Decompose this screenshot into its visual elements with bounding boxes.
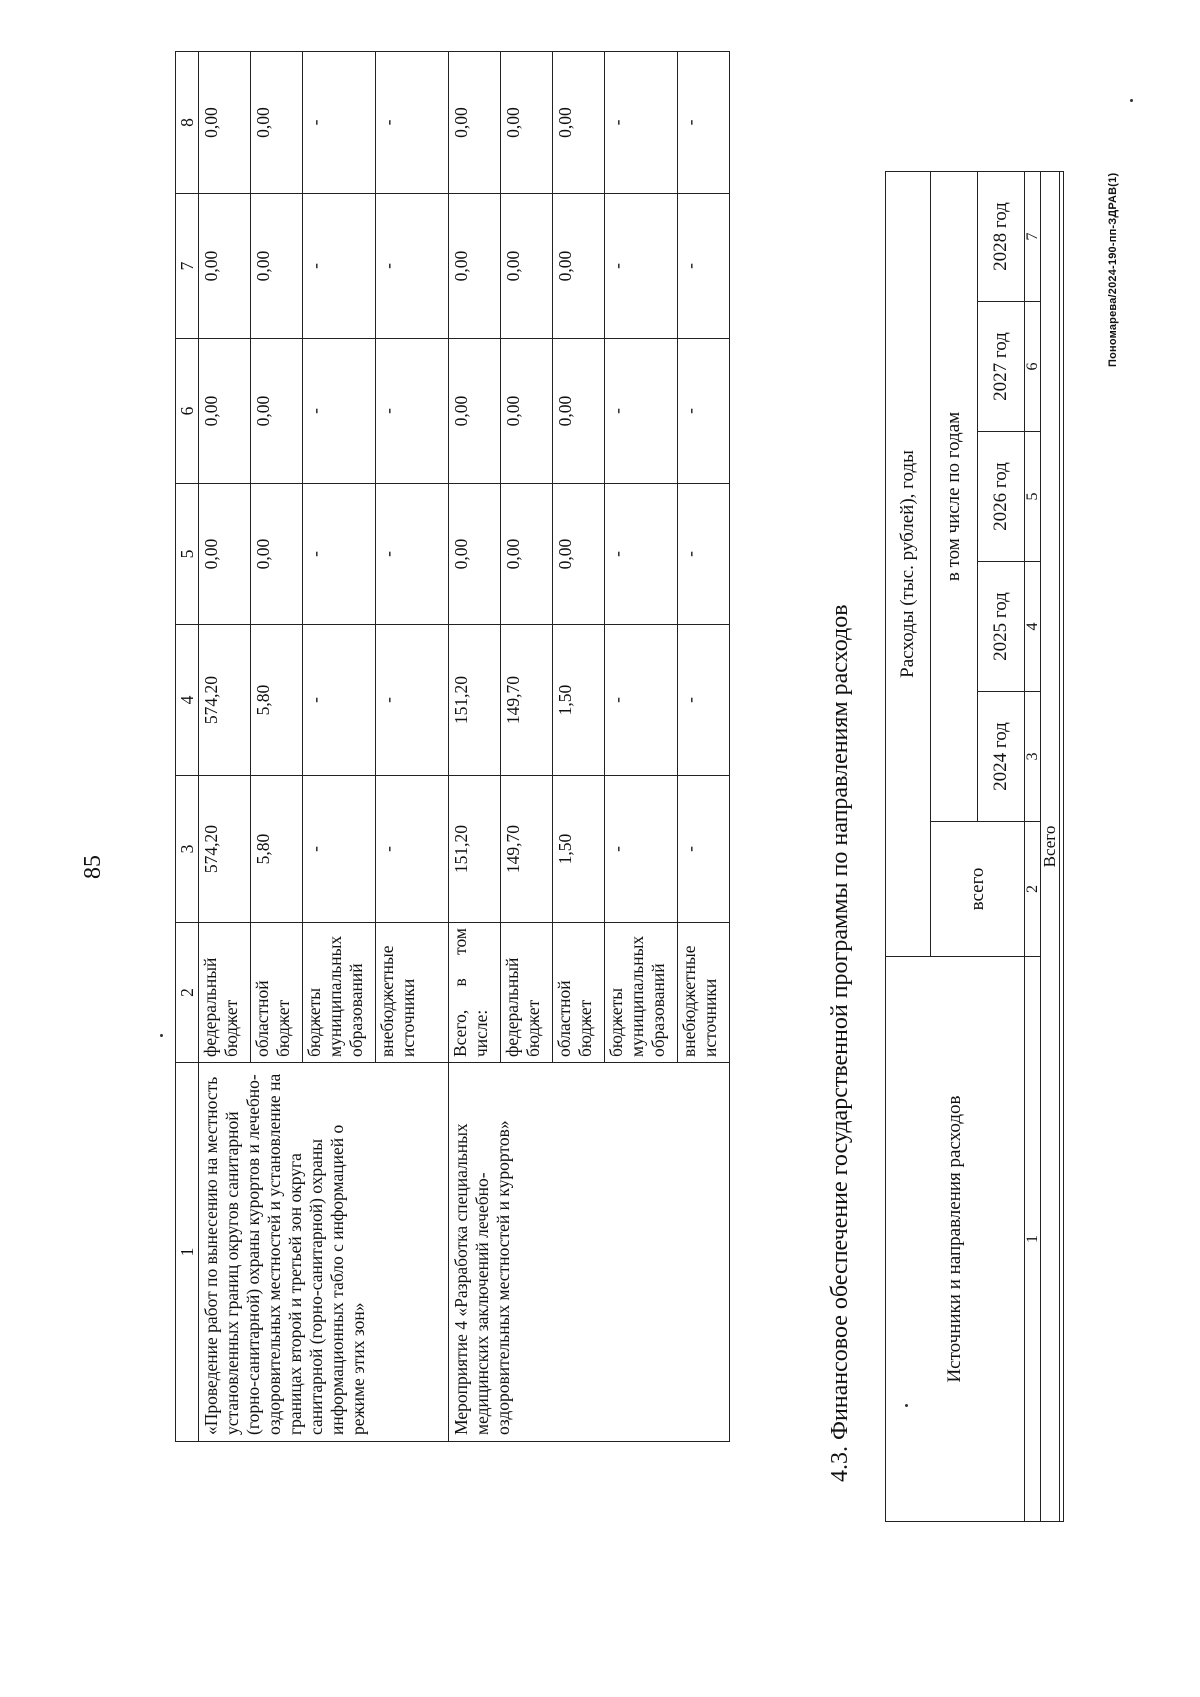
table-header-row [886, 171, 931, 1521]
value-cell: 5,80 [251, 776, 303, 923]
value-cell: - [678, 484, 730, 625]
expenses-header: Расходы (тыс. рублей), годы [886, 171, 931, 956]
value-cell: 0,00 [199, 484, 251, 625]
measure-title: «Проведение работ по вынесению на местность установленных границ округов санитарной (горно-санитарной) охраны курортов и лечебно-оздоровительных местностей и установление на границах второй и третьей зон округа санитарной (горно-санитарной) охраны информационных табло с информацией о режиме этих зон» [199, 1063, 449, 1442]
year-header: 2025 год [978, 562, 1025, 692]
table-row [199, 52, 251, 1442]
column-number: 5 [176, 484, 199, 625]
value-cell: - [303, 52, 376, 194]
value-cell: 5,80 [251, 625, 303, 776]
value-cell: - [376, 339, 449, 484]
year-header: 2027 год [978, 302, 1025, 432]
program-measures-table [175, 51, 730, 1442]
column-number: 6 [176, 339, 199, 484]
value-cell: 0,00 [251, 52, 303, 194]
table-header-row [176, 52, 199, 1442]
value-cell: 0,00 [251, 194, 303, 339]
value-cell: - [376, 52, 449, 194]
by-years-header: в том числе по годам [931, 171, 978, 821]
column-number: 6 [1025, 302, 1041, 432]
value-cell: - [605, 52, 678, 194]
value-cell: - [376, 776, 449, 923]
column-number: 3 [1025, 692, 1041, 822]
value-cell: 0,00 [553, 52, 605, 194]
value-cell: - [303, 484, 376, 625]
total-header: всего [931, 822, 1025, 957]
value-cell: - [376, 625, 449, 776]
value-cell: - [376, 194, 449, 339]
column-number: 1 [1025, 957, 1041, 1522]
document-reference: Пономарева/2024-190-пп-ЗДРАВ(1) [1107, 172, 1119, 367]
value-cell: 0,00 [251, 484, 303, 625]
year-header: 2026 год [978, 432, 1025, 562]
column-number: 5 [1025, 432, 1041, 562]
page-number: 85 [80, 855, 106, 879]
value-cell: - [303, 194, 376, 339]
value-cell: 574,20 [199, 776, 251, 923]
value-cell: - [605, 484, 678, 625]
value-cell: 0,00 [199, 52, 251, 194]
column-number: 7 [1025, 171, 1041, 301]
year-header: 2028 год [978, 171, 1025, 301]
table-row [1060, 171, 1064, 1521]
funding-source: областной бюджет [251, 923, 303, 1063]
column-number: 2 [1025, 822, 1041, 957]
value-cell: - [303, 776, 376, 923]
value-cell: 0,00 [199, 194, 251, 339]
column-number: 4 [176, 625, 199, 776]
funding-source: областной бюджет [553, 923, 605, 1063]
value-cell: - [376, 484, 449, 625]
scan-speck [905, 1404, 908, 1407]
value-cell: 1,50 [553, 625, 605, 776]
value-cell: 149,70 [501, 776, 553, 923]
value-cell: 0,00 [251, 339, 303, 484]
table-row [449, 52, 501, 1442]
value-cell: 0,00 [553, 339, 605, 484]
value-cell: 0,00 [553, 194, 605, 339]
year-header: 2024 год [978, 692, 1025, 822]
value-cell: - [605, 625, 678, 776]
column-number: 4 [1025, 562, 1041, 692]
empty-cell [1060, 171, 1064, 1521]
value-cell: - [605, 776, 678, 923]
column-number: 1 [176, 1063, 199, 1442]
value-cell: - [605, 194, 678, 339]
column-numbers-row [1025, 171, 1041, 1521]
value-cell: 0,00 [449, 484, 501, 625]
value-cell: 0,00 [553, 484, 605, 625]
funding-source: внебюджетные источники [678, 923, 730, 1063]
value-cell: 0,00 [501, 194, 553, 339]
funding-source: Всего, в том числе: [449, 923, 501, 1063]
funding-source: внебюджетные источники [376, 923, 449, 1063]
value-cell: 149,70 [501, 625, 553, 776]
value-cell: - [303, 339, 376, 484]
value-cell: - [678, 339, 730, 484]
value-cell: 0,00 [199, 339, 251, 484]
column-number: 3 [176, 776, 199, 923]
value-cell: - [678, 52, 730, 194]
value-cell: 0,00 [449, 52, 501, 194]
value-cell: 1,50 [553, 776, 605, 923]
value-cell: 0,00 [449, 339, 501, 484]
value-cell: - [678, 776, 730, 923]
value-cell: - [303, 625, 376, 776]
value-cell: 0,00 [501, 339, 553, 484]
column-number: 7 [176, 194, 199, 339]
total-row [1041, 171, 1060, 1521]
measure-title: Мероприятие 4 «Разработка специальных медицинских заключений лечебно-оздоровительных местностей и курортов» [449, 1063, 730, 1442]
funding-source: бюджеты муниципальных образований [303, 923, 376, 1063]
value-cell: - [678, 625, 730, 776]
funding-source: федеральный бюджет [501, 923, 553, 1063]
value-cell: 151,20 [449, 776, 501, 923]
scan-speck [1130, 99, 1133, 102]
column-number: 2 [176, 923, 199, 1063]
value-cell: 0,00 [501, 484, 553, 625]
sources-header: Источники и направления расходов [886, 957, 1025, 1522]
value-cell: 151,20 [449, 625, 501, 776]
funding-source: бюджеты муниципальных образований [605, 923, 678, 1063]
value-cell: 574,20 [199, 625, 251, 776]
total-row-label: Всего [1041, 171, 1060, 1521]
financing-table [885, 171, 1064, 1522]
value-cell: 0,00 [449, 194, 501, 339]
scan-speck [160, 1034, 163, 1037]
value-cell: - [605, 339, 678, 484]
section-title: 4.3. Финансовое обеспечение государственной программы по направлениям расходов [827, 604, 853, 1482]
value-cell: - [678, 194, 730, 339]
funding-source: федеральный бюджет [199, 923, 251, 1063]
column-number: 8 [176, 52, 199, 194]
value-cell: 0,00 [501, 52, 553, 194]
